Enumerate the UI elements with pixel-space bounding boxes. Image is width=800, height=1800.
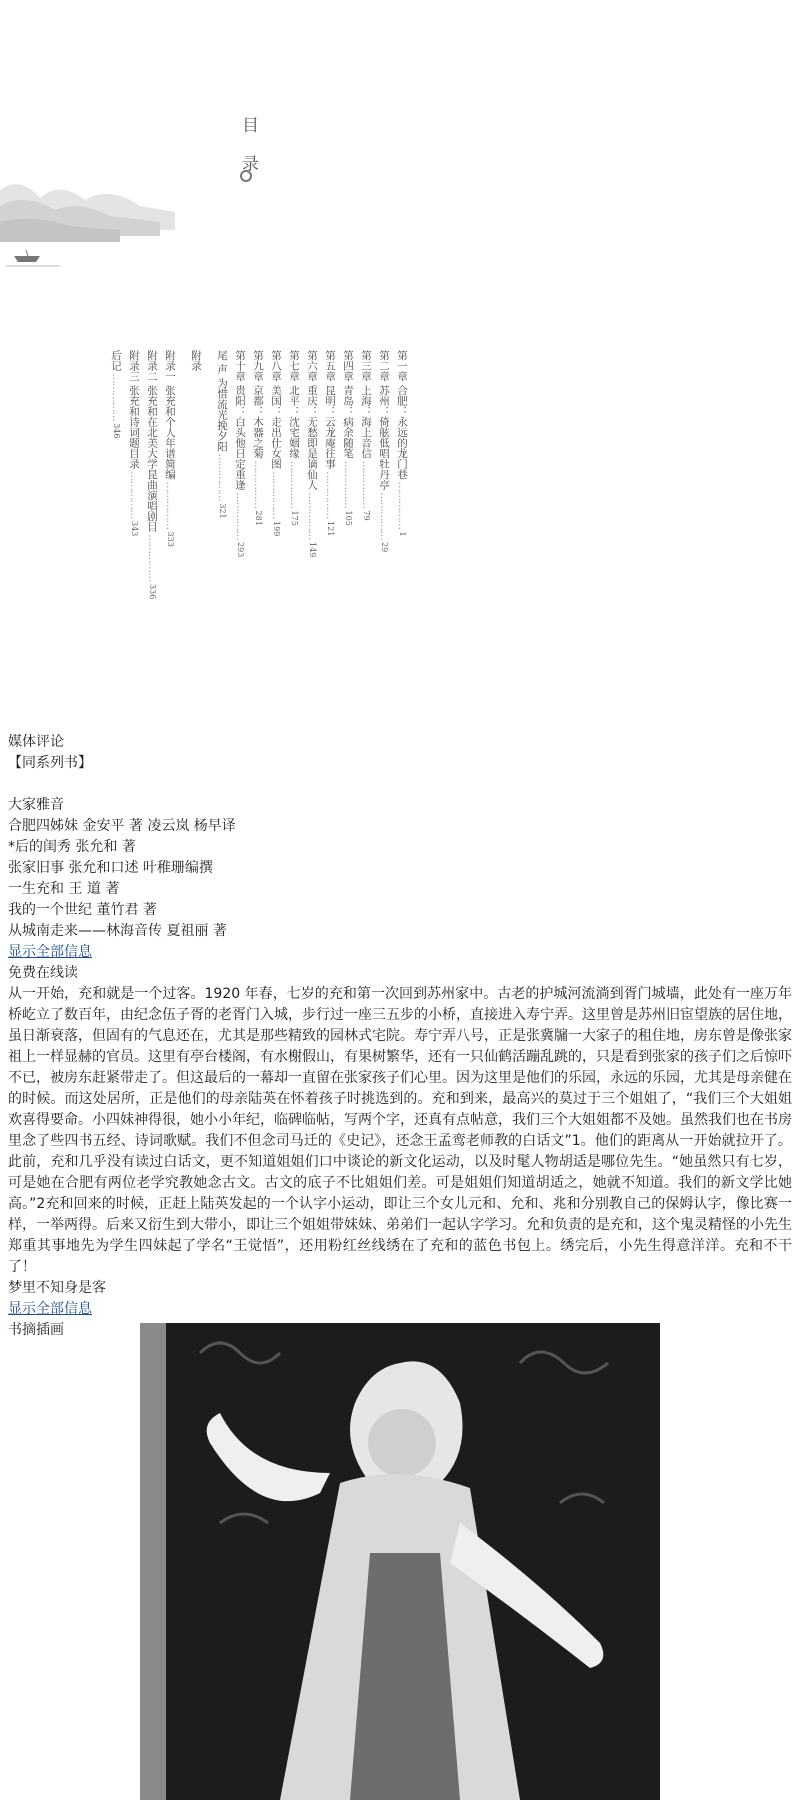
series-book-list: [8, 795, 792, 942]
toc-entry-page: 333: [166, 531, 175, 547]
toc-entry-page: 175: [290, 510, 299, 526]
show-all-info-link-2[interactable]: 显示全部信息: [8, 1301, 92, 1317]
toc-entry-page: 343: [130, 521, 139, 537]
series-book: 从城南走来——林海音传 夏祖丽 著: [8, 923, 227, 939]
media-review-heading: 媒体评论: [8, 734, 64, 750]
toc-entry-label: 附录三 张充和诗词题目录: [128, 350, 140, 469]
book-illustration-photo: [140, 1323, 660, 1800]
toc-entry: 第五章 昆明：云龙庵往事 …………… 121: [324, 350, 336, 537]
series-book: 大家雅音: [8, 797, 64, 813]
series-book: 我的一个世纪 董竹君 著: [8, 902, 157, 918]
series-book: 合肥四姊妹 金安平 著 凌云岚 杨早译: [8, 818, 236, 834]
toc-entry: 附录一 张充和个人年谱简编 …………… 333: [164, 350, 176, 547]
toc-entry-label: 第八章 美国：走出仕女图: [270, 350, 282, 469]
toc-entry: 第三章 上海：海上音信 …………… 79: [360, 350, 372, 521]
toc-entry-label: 尾 声 为惜流光挽夕阳: [216, 350, 228, 452]
toc-entry: 第十章 贵阳：白头他日定重逢 …………… 293: [234, 350, 246, 558]
toc-entry-page: 321: [218, 503, 227, 519]
toc-entry: 后记 …………… 346: [110, 350, 122, 439]
free-read-heading: 免费在线读: [8, 965, 78, 981]
toc-entry-page: 1: [398, 531, 407, 537]
toc-entry: 第四章 青岛：病余随笔 …………… 105: [342, 350, 354, 526]
opera-performer-image-icon: [140, 1323, 660, 1800]
toc-scan-image: [0, 0, 800, 730]
toc-entry-page: 79: [362, 510, 371, 521]
toc-entry: 第二章 苏州：倚舷低唱牡丹亭 …………… 29: [378, 350, 390, 553]
toc-entry-page: 199: [272, 521, 281, 537]
landscape-ink-icon: [0, 170, 190, 280]
series-heading: 【同系列书】: [8, 755, 92, 771]
dream-heading: 梦里不知身是客: [8, 1280, 106, 1296]
page-content: [8, 732, 792, 1341]
toc-entry: 第九章 京都：木器之菊 …………… 281: [252, 350, 264, 526]
toc-ornament-icon: [240, 170, 252, 182]
toc-entry: 第六章 重庆：无愁即是谪仙人 …………… 149: [306, 350, 318, 558]
toc-title: 目 录: [238, 116, 258, 180]
toc-entry-page: 336: [148, 584, 157, 600]
toc-entry-label: 第十章 贵阳：白头他日定重逢: [234, 350, 246, 490]
toc-entry-label: 第四章 青岛：病余随笔: [342, 350, 354, 459]
toc-entry: 第一章 合肥：永远的龙门巷 …………… 1: [396, 350, 408, 537]
series-book: 张家旧事 张允和口述 叶稚珊编撰: [8, 860, 213, 876]
series-book: 一生充和 王 道 著: [8, 881, 120, 897]
illustration-heading: 书摘插画: [8, 1322, 64, 1338]
toc-entry-page: 346: [112, 423, 121, 439]
toc-entry-page: 149: [308, 542, 317, 558]
toc-entry: 第七章 北平：沈宅姻缘 …………… 175: [288, 350, 300, 526]
toc-entry-label: 第九章 京都：木器之菊: [252, 350, 264, 459]
toc-entry-page: 293: [236, 542, 245, 558]
excerpt-text: 从一开始，充和就是一个过客。1920 年春，七岁的充和第一次回到苏州家中。古老的护城河流淌到胥门城墙，此处有一座万年桥屹立了数百年，由纪念伍子胥的老胥门入城，步行过一座三五步的小桥，直接进入寿宁弄。这里曾是苏州旧宦望族的居住地，虽日渐衰落，但固有的气息还在，尤其是那些精致的园林式宅院。寿宁弄八号，正是张冀牖一大家子的租住地，房东曾是像张家祖上一样显赫的官员。这里有亭台楼阁，有水榭假山，有果树繁华，还有一只仙鹤活蹦乱跳的，只是看到张家的孩子们之后惊吓不已，被房东赶紧带走了。但这最后的一幕却一直留在张家孩子们心里。因为这里是他们的乐园，永远的乐园，尤其是母亲健在的时候。而这处居所，正是他们的母亲陆英在怀着孩子时挑选到的。充和到来，最高兴的莫过于三个姐姐了，“我们三个大姐姐欢喜得要命。小四妹神得很，她小小年纪，临碑临帖，写两个字，还真有点帖意，我们三个大姐姐都不及她。虽然我们也在书房里念了些四书五经、诗词歌赋。我们不但念司马迁的《史记》，还念王孟鸾老师教的白话文”1。他们的距离从一开始就拉开了。此前，充和几乎没有读过白话文，更不知道姐姐们口中谈论的新文化运动，以及时髦人物胡适是哪位先生。“她虽然只有七岁，可是她在合肥有两位老学究教她念古文。古文的底子不比姐姐们差。可是姐姐们知道胡适之，她就不知道。我们的新文学比她高。”2充和回来的时候，正赶上陆英发起的一个认字小运动，即让三个女儿元和、允和、兆和分别教自己的保姆认字，像比赛一样，一举两得。后来又衍生到大带小，即让三个姐姐带妹妹、弟弟们一起认字学习。允和负责的是充和，这个鬼灵精怪的小先生郑重其事地先为学生四妹起了学名“王觉悟”，还用粉红丝线绣在了充和的蓝色书包上。绣完后，小先生得意洋洋。充和不干了！: [8, 986, 792, 1275]
toc-entry: 尾 声 为惜流光挽夕阳 …………… 321: [216, 350, 228, 519]
toc-entry-page: 121: [326, 521, 335, 537]
toc-entry-page: 105: [344, 510, 353, 526]
toc-entry-label: 附录一 张充和个人年谱简编: [164, 350, 176, 480]
toc-entry-label: 附录二 张充和在北美大学昆曲演唱剧目: [146, 350, 158, 532]
toc-entry: 附录二 张充和在北美大学昆曲演唱剧目 …………… 336: [146, 350, 158, 600]
toc-entry: 第八章 美国：走出仕女图 …………… 199: [270, 350, 282, 537]
toc-entry-label: 附录: [190, 350, 202, 371]
toc-entry-label: 第五章 昆明：云龙庵往事: [324, 350, 336, 469]
toc-entry: [184, 350, 202, 599]
toc-entry-page: 29: [380, 542, 389, 553]
toc-entry-label: 后记: [110, 350, 122, 371]
show-all-info-link[interactable]: 显示全部信息: [8, 944, 92, 960]
toc-entry-label: 第一章 合肥：永远的龙门巷: [396, 350, 408, 480]
toc-entry: 附录三 张充和诗词题目录 …………… 343: [128, 350, 140, 537]
toc-entry-label: 第二章 苏州：倚舷低唱牡丹亭: [378, 350, 390, 490]
toc-entry-page: 281: [254, 510, 263, 526]
toc-entry-label: 第七章 北平：沈宅姻缘: [288, 350, 300, 459]
toc-entry-list: [96, 350, 408, 599]
toc-entry-label: 第三章 上海：海上音信: [360, 350, 372, 459]
toc-entry-label: 第六章 重庆：无愁即是谪仙人: [306, 350, 318, 490]
series-book: *后的闺秀 张允和 著: [8, 839, 136, 855]
